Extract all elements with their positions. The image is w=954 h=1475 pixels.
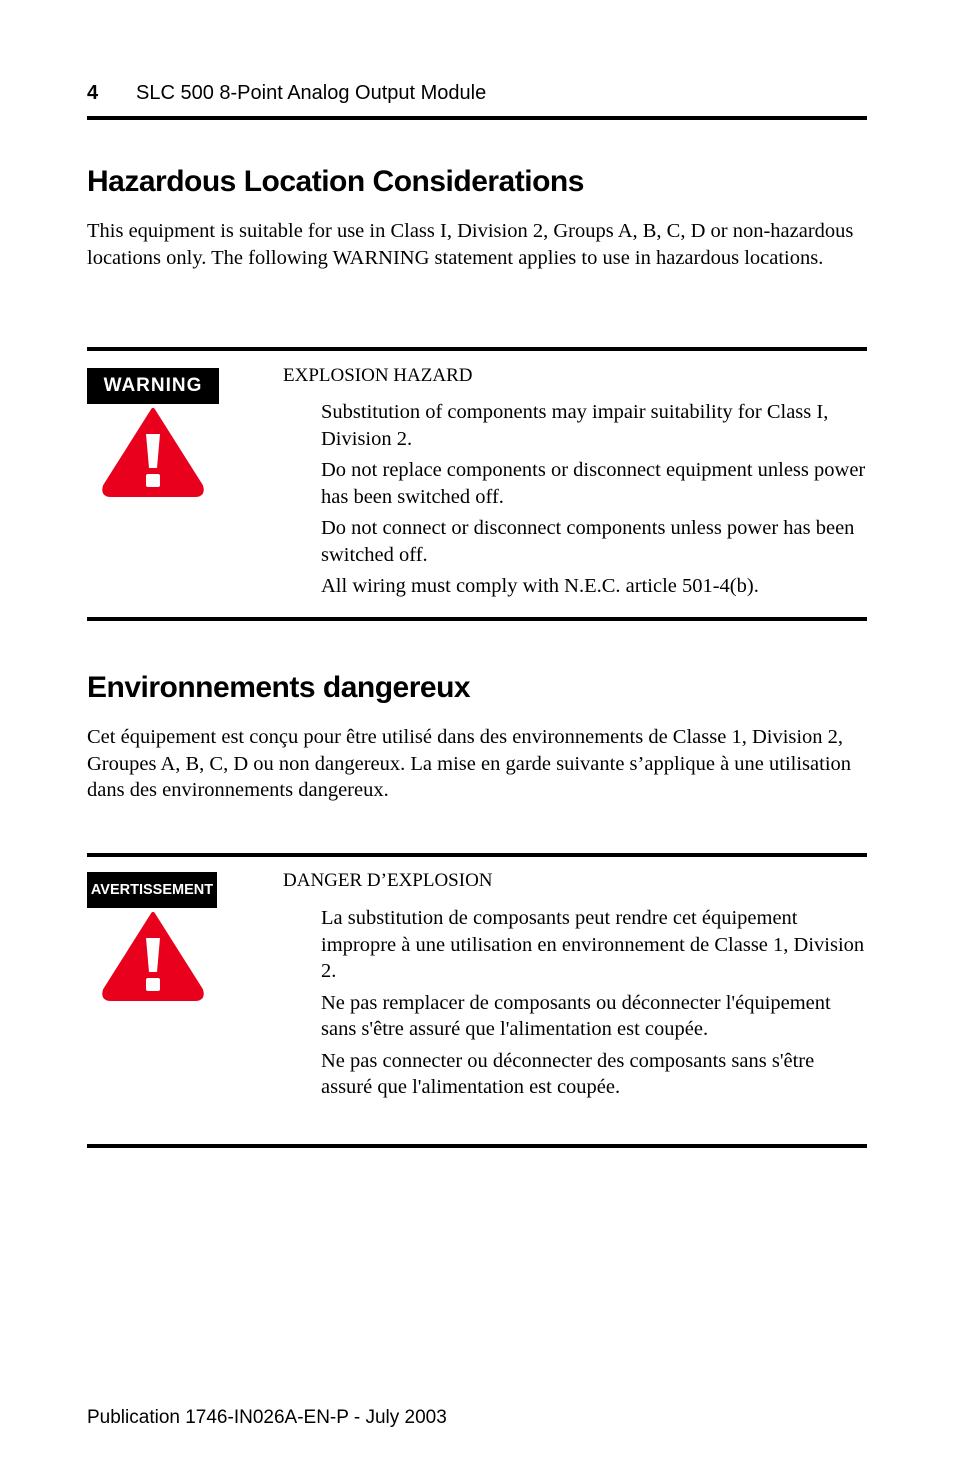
avertissement-badge: AVERTISSEMENT [87, 872, 217, 908]
alert-item: Substitution of components may impair suitability for Class I, Division 2. [321, 401, 829, 450]
section-heading-fr: Environnements dangereux [87, 671, 471, 704]
alert-item: Ne pas connecter ou déconnecter des composants sans s'être assuré que l'alimentation est coupée. [321, 1049, 815, 1098]
alert-bottom-rule-en [87, 617, 867, 621]
section-heading-en: Hazardous Location Considerations [87, 165, 584, 198]
alert-bottom-rule-fr [87, 1144, 867, 1148]
alert-top-rule-en [87, 347, 867, 351]
alert-top-rule-fr [87, 853, 867, 857]
warning-badge: WARNING [87, 368, 219, 404]
warning-triangle-icon [101, 908, 205, 1002]
page-number: 4 [87, 82, 99, 104]
running-header [87, 80, 867, 106]
alert-list-fr [321, 905, 867, 1106]
section-body-fr: Cet équipement est conçu pour être utilisé dans des environnements de Classe 1, Division 2, Groupes A, B, C, D ou non dangereux. La mise en garde suivante s’applique à une utilisation dans des environnements dangereux. [87, 726, 852, 801]
alert-title-en: EXPLOSION HAZARD [283, 365, 473, 386]
alert-item: All wiring must comply with N.E.C. article 501-4(b). [321, 575, 759, 597]
alert-list-en [321, 399, 867, 605]
alert-item: Ne pas remplacer de composants ou déconnecter l'équipement sans s'être assuré que l'alimentation est coupée. [321, 991, 831, 1040]
warning-triangle-icon [101, 404, 205, 498]
alert-item: Do not replace components or disconnect equipment unless power has been switched off. [321, 459, 866, 508]
alert-item: La substitution de composants peut rendre cet équipement impropre à une utilisation en environnement de Classe 1, Division 2. [321, 907, 865, 982]
alert-title-fr: DANGER D’EXPLOSION [283, 870, 493, 891]
publication-footer: Publication 1746-IN026A-EN-P - July 2003 [87, 1407, 447, 1428]
header-title: SLC 500 8-Point Analog Output Module [136, 82, 487, 104]
header-rule [87, 116, 867, 120]
alert-item: Do not connect or disconnect components unless power has been switched off. [321, 517, 855, 566]
section-body-en: This equipment is suitable for use in Class I, Division 2, Groups A, B, C, D or non-hazardous locations only. The following WARNING statement applies to use in hazardous locations. [87, 220, 854, 269]
